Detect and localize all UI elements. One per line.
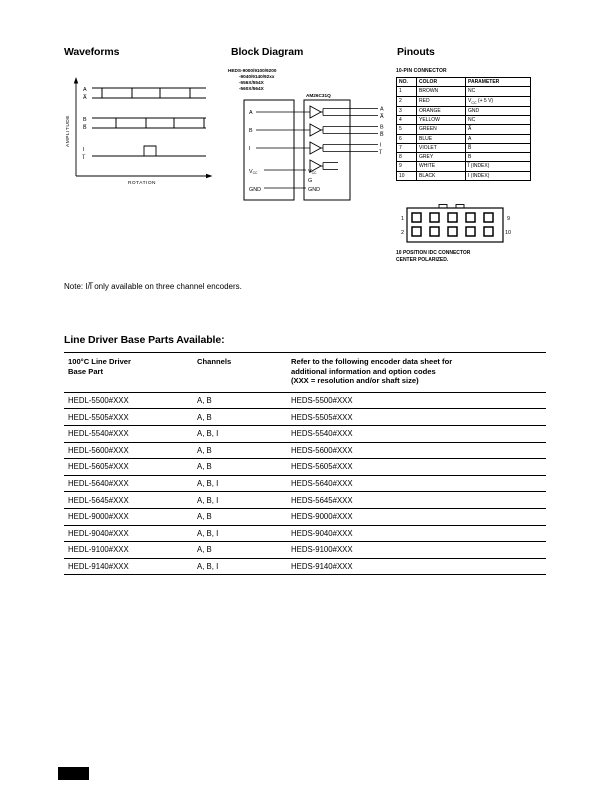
encoder-vcc-label: $V_{CC}$ xyxy=(249,169,258,176)
channel-b-bar-label: B̅ xyxy=(83,125,87,131)
pinout-table xyxy=(396,77,531,181)
part-channels: A, B, I xyxy=(197,495,219,505)
encoder-gnd-label: GND xyxy=(249,187,261,193)
driver-vcc-label: $V_{CC}$ xyxy=(308,169,317,176)
output-a-bar-label: A̅ xyxy=(380,114,384,120)
block-diagram xyxy=(226,62,406,214)
pinout-row xyxy=(397,125,531,134)
part-number: HEDL-5540#XXX xyxy=(68,429,129,439)
parts-table-row xyxy=(64,526,546,543)
part-ref: HEDS-5640#XXX xyxy=(291,479,353,489)
idc-caption-line1: 10 POSITION IDC CONNECTOR xyxy=(396,250,471,256)
pinout-row xyxy=(397,106,531,115)
part-number: HEDL-9100#XXX xyxy=(68,545,129,555)
parts-col-base-part: 100°C Line Driver Base Part xyxy=(68,357,131,376)
parts-table xyxy=(64,352,546,575)
connector-pins xyxy=(412,213,493,236)
pinout-row xyxy=(397,96,531,106)
amplitude-axis-label: AMPLITUDE xyxy=(66,115,71,147)
parts-table-row xyxy=(64,509,546,526)
parts-table-title: Line Driver Base Parts Available: xyxy=(64,334,225,346)
pin-color: BLUE xyxy=(417,134,466,143)
pinout-col-color: COLOR xyxy=(417,78,466,87)
part-ref: HEDS-5600#XXX xyxy=(291,445,353,455)
parts-table-row xyxy=(64,476,546,493)
output-a-label: A xyxy=(380,106,384,113)
pin-number: 8 xyxy=(397,153,417,162)
part-ref: HEDS-9140#XXX xyxy=(291,562,353,572)
part-channels: A, B, I xyxy=(197,479,219,489)
pinout-col-no: NO. xyxy=(397,78,417,87)
pin1-label: 1 xyxy=(401,216,404,222)
parts-col-channels: Channels xyxy=(197,357,232,366)
part-channels: A, B xyxy=(197,445,212,455)
pin-color: RED xyxy=(417,96,466,106)
output-i-bar-label: I̅ xyxy=(380,150,382,156)
pinout-row xyxy=(397,153,531,162)
signal-lines xyxy=(256,109,378,189)
driver-name-label: AM26C31Q xyxy=(306,93,331,98)
channel-a-label: A xyxy=(83,87,87,93)
output-b-bar-label: B̅ xyxy=(380,132,384,138)
parts-table-row xyxy=(64,443,546,460)
pinout-row xyxy=(397,116,531,125)
parts-table-row xyxy=(64,542,546,559)
pin-parameter: NC xyxy=(466,87,531,96)
block-diagram-title: Block Diagram xyxy=(231,46,304,58)
input-i-label: I xyxy=(249,146,251,152)
note-text: Note: I/I̅ only available on three channel encoders. xyxy=(64,282,242,291)
device-name-line4: -560X/564X xyxy=(239,86,264,91)
parts-table-row xyxy=(64,409,546,426)
pin-color: YELLOW xyxy=(417,116,466,125)
channel-i-label: I xyxy=(83,147,85,153)
pin-parameter: $V_{CC}$ (+ 5 V) xyxy=(466,96,531,106)
pin-number: 10 xyxy=(397,171,417,180)
part-channels: A, B xyxy=(197,396,212,406)
pin-color: GREEN xyxy=(417,125,466,134)
pinout-header-row xyxy=(397,78,531,87)
waveforms-title: Waveforms xyxy=(64,46,120,58)
pin-color: GREY xyxy=(417,153,466,162)
part-number: HEDL-5640#XXX xyxy=(68,479,129,489)
part-number: HEDL-9140#XXX xyxy=(68,562,129,572)
part-channels: A, B, I xyxy=(197,528,219,538)
pinout-row xyxy=(397,171,531,180)
pin-number: 6 xyxy=(397,134,417,143)
pin-color: BLACK xyxy=(417,171,466,180)
part-number: HEDL-9040#XXX xyxy=(68,528,129,538)
rotation-axis-label: ROTATION xyxy=(127,181,157,186)
pin-color: BROWN xyxy=(417,87,466,96)
part-number: HEDL-5645#XXX xyxy=(68,495,129,505)
pinout-row xyxy=(397,143,531,152)
device-name-line3: -556X/554X xyxy=(239,80,264,85)
output-b-label: B xyxy=(380,124,384,131)
parts-table-header xyxy=(64,352,546,393)
pinouts-title: Pinouts xyxy=(397,46,435,58)
part-ref: HEDS-9100#XXX xyxy=(291,545,353,555)
parts-table-row xyxy=(64,459,546,476)
pin-color: ORANGE xyxy=(417,106,466,115)
pin-number: 1 xyxy=(397,87,417,96)
y-axis-arrow-icon xyxy=(74,77,78,84)
pin-color: VIOLET xyxy=(417,143,466,152)
part-ref: HEDS-5605#XXX xyxy=(291,462,353,472)
pin-parameter: B̅ xyxy=(466,143,531,152)
device-name-line1: HEDS-9000/9100/9200 xyxy=(228,68,277,73)
pinout-section xyxy=(396,68,531,181)
part-channels: A, B, I xyxy=(197,562,219,572)
idc-connector-drawing xyxy=(398,202,518,248)
pinout-table-body xyxy=(397,87,531,181)
pin-number: 7 xyxy=(397,143,417,152)
pinout-row xyxy=(397,134,531,143)
input-a-label: A xyxy=(249,110,253,116)
parts-table-row xyxy=(64,426,546,443)
part-ref: HEDS-5645#XXX xyxy=(291,495,353,505)
part-number: HEDL-5505#XXX xyxy=(68,412,129,422)
parts-table-row xyxy=(64,559,546,576)
pin-parameter: B xyxy=(466,153,531,162)
channel-b-label: B xyxy=(83,117,87,123)
pin-number: 3 xyxy=(397,106,417,115)
part-ref: HEDS-5505#XXX xyxy=(291,412,353,422)
channel-a-bar-label: A̅ xyxy=(83,95,87,101)
pinout-row xyxy=(397,162,531,171)
footer-mark xyxy=(58,767,89,780)
driver-enable-label: G xyxy=(308,178,313,184)
pin-parameter: A xyxy=(466,134,531,143)
part-number: HEDL-5600#XXX xyxy=(68,445,129,455)
waveform-traces xyxy=(92,88,206,156)
pin-parameter: I (INDEX) xyxy=(466,171,531,180)
input-b-label: B xyxy=(249,128,253,134)
pin-number: 9 xyxy=(397,162,417,171)
driver-box xyxy=(304,100,350,200)
pin2-label: 2 xyxy=(401,230,404,236)
pin-number: 5 xyxy=(397,125,417,134)
pin-parameter: I̅ (INDEX) xyxy=(466,162,531,171)
part-channels: A, B xyxy=(197,412,212,422)
pin10-label: 10 xyxy=(505,230,511,236)
part-ref: HEDS-9040#XXX xyxy=(291,528,353,538)
pin-number: 4 xyxy=(397,116,417,125)
pinout-row xyxy=(397,87,531,96)
pin9-label: 9 xyxy=(507,216,510,222)
part-channels: A, B, I xyxy=(197,429,219,439)
part-number: HEDL-5605#XXX xyxy=(68,462,129,472)
part-number: HEDL-9000#XXX xyxy=(68,512,129,522)
parts-table-row xyxy=(64,492,546,509)
channel-i-bar-label: I̅ xyxy=(83,155,85,161)
part-ref: HEDS-9000#XXX xyxy=(291,512,353,522)
part-ref: HEDS-5500#XXX xyxy=(291,396,353,406)
pinout-col-parameter: PARAMETER xyxy=(466,78,531,87)
driver-gnd-label: GND xyxy=(308,187,320,193)
parts-table-body xyxy=(64,393,546,576)
axes xyxy=(76,81,208,176)
part-channels: A, B xyxy=(197,512,212,522)
waveforms-diagram xyxy=(60,76,218,190)
pin-number: 2 xyxy=(397,96,417,106)
part-ref: HEDS-5540#XXX xyxy=(291,429,353,439)
part-channels: A, B xyxy=(197,462,212,472)
part-channels: A, B xyxy=(197,545,212,555)
pinout-connector-title: 10-PIN CONNECTOR xyxy=(396,68,447,74)
driver-buffers xyxy=(310,106,321,172)
parts-col-reference: Refer to the following encoder data sheet for additional information and option codes (XXX = resolution and/or shaft size) xyxy=(291,357,453,386)
output-i-label: I xyxy=(380,142,382,149)
idc-caption-line2: CENTER POLARIZED. xyxy=(396,257,449,263)
pin-parameter: NC xyxy=(466,116,531,125)
parts-table-row xyxy=(64,393,546,410)
idc-caption xyxy=(396,250,470,264)
part-number: HEDL-5500#XXX xyxy=(68,396,129,406)
x-axis-arrow-icon xyxy=(206,174,213,178)
pin-parameter: GND xyxy=(466,106,531,115)
pin-parameter: A̅ xyxy=(466,125,531,134)
device-name-line2: -9040/9140/92xx xyxy=(239,74,275,79)
pin-color: WHITE xyxy=(417,162,466,171)
